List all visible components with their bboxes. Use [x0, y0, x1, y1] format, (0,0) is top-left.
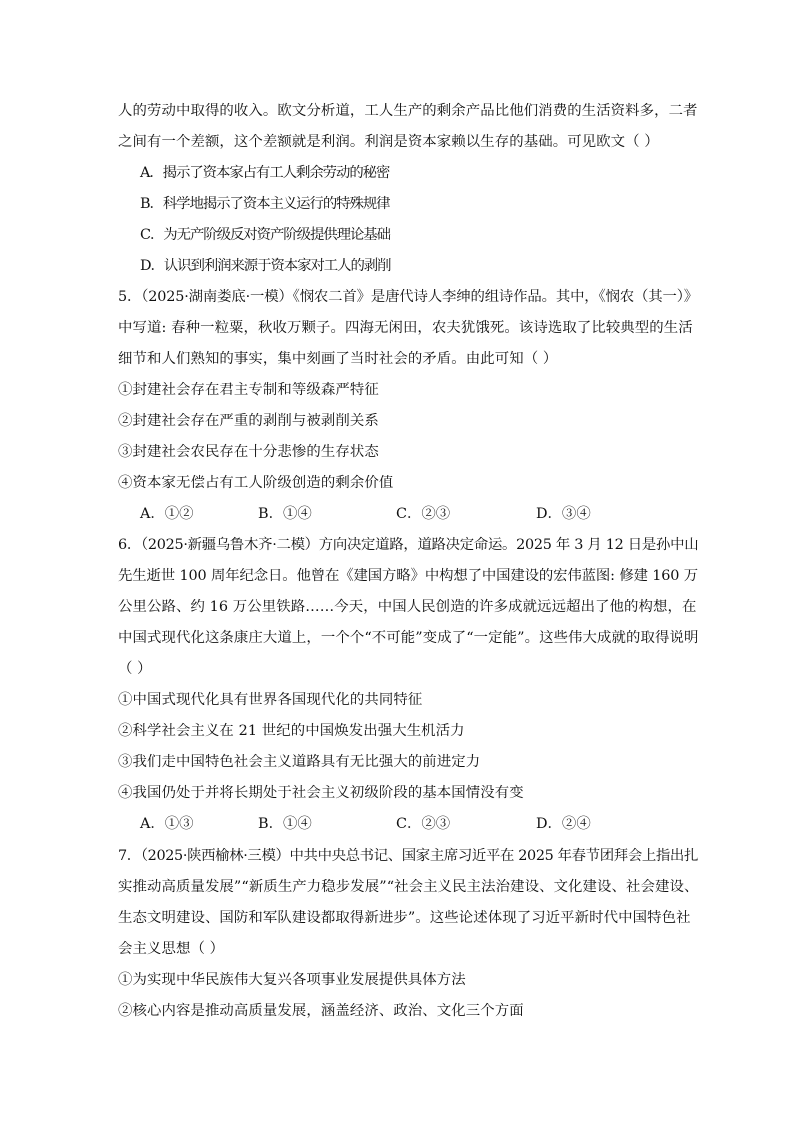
q5-choice-c: C．②③: [396, 506, 451, 522]
q7-stem-line-3: 生态文明建设、国防和军队建设都取得新进步”。这些论述体现了习近平新时代中国特色社: [118, 910, 691, 926]
q6-statement-2: ②科学社会主义在 21 世纪的中国焕发出强大生机活力: [118, 723, 465, 739]
q6-choice-b: B．①④: [258, 816, 312, 832]
q4-text-line-1: 人的劳动中取得的收入。欧文分析道，工人生产的剩余产品比他们消费的生活资料多，二者: [118, 103, 698, 119]
q4-option-b: B．科学地揭示了资本主义运行的特殊规律: [140, 196, 390, 212]
q5-stem-line-3: 细节和人们熟知的事实，集中刻画了当时社会的矛盾。由此可知（ ）: [118, 351, 558, 367]
q6-statement-3: ③我们走中国特色社会主义道路具有无比强大的前进定力: [118, 754, 481, 770]
q6-statement-4: ④我国仍处于并将长期处于社会主义初级阶段的基本国情没有变: [118, 785, 524, 801]
q6-stem-line-2: 先生逝世 100 周年纪念日。他曾在《建国方略》中构想了中国建设的宏伟蓝图: 修建 160 万: [118, 568, 699, 584]
q7-stem-line-4: 会主义思想（ ）: [118, 941, 225, 957]
q6-stem-line-5: （ ）: [118, 661, 152, 677]
q4-text-line-2: 之间有一个差额，这个差额就是利润。利润是资本家赖以生存的基础。可见欧文（ ）: [118, 134, 659, 150]
q4-option-d: D．认识到利润来源于资本家对工人的剥削: [140, 258, 391, 274]
q7-statement-1: ①为实现中华民族伟大复兴各项事业发展提供具体方法: [118, 972, 466, 988]
q5-choice-b: B．①④: [258, 506, 312, 522]
q6-choice-c: C．②③: [396, 816, 451, 832]
q5-choice-a: A．①②: [140, 506, 194, 522]
q6-stem-line-1: 6．（2025·新疆乌鲁木齐·二模）方向决定道路，道路决定命运。2025 年 3 月 12 日是孙中山: [118, 537, 699, 553]
q5-statement-4: ④资本家无偿占有工人阶级创造的剩余价值: [118, 475, 394, 491]
q7-statement-2: ②核心内容是推动高质量发展，涵盖经济、政治、文化三个方面: [118, 1003, 524, 1019]
q4-option-c: C．为无产阶级反对资产阶级提供理论基础: [140, 227, 390, 243]
q5-stem-line-2: 中写道: 春种一粒粟，秋收万颗子。四海无闲田，农夫犹饿死。该诗选取了比较典型的生活: [118, 320, 693, 336]
q6-stem-line-3: 公里公路、约 16 万公里铁路……今天，中国人民创造的许多成就远远超出了他的构想，在: [118, 599, 697, 615]
q6-statement-1: ①中国式现代化具有世界各国现代化的共同特征: [118, 692, 423, 708]
q5-stem-line-1: 5．（2025·湖南娄底·一模）《悯农二首》是唐代诗人李绅的组诗作品。其中，《悯农（其一）》: [118, 289, 698, 305]
q5-choice-d: D．③④: [536, 506, 591, 522]
q5-statement-2: ②封建社会存在严重的剥削与被剥削关系: [118, 413, 379, 429]
q7-stem-line-2: 实推动高质量发展”“新质生产力稳步发展”“社会主义民主法治建设、文化建设、社会建设、: [118, 879, 699, 895]
q5-statement-3: ③封建社会农民存在十分悲惨的生存状态: [118, 444, 379, 460]
q6-stem-line-4: 中国式现代化这条康庄大道上，一个个“不可能”变成了“一定能”。这些伟大成就的取得说明: [118, 630, 699, 646]
q4-option-a: A．揭示了资本家占有工人剩余劳动的秘密: [140, 165, 390, 181]
q7-stem-line-1: 7．（2025·陕西榆林·三模）中共中央总书记、国家主席习近平在 2025 年春节团拜会上指出扎: [118, 848, 698, 864]
q6-choice-d: D．②④: [536, 816, 591, 832]
q5-statement-1: ①封建社会存在君主专制和等级森严特征: [118, 382, 379, 398]
q6-choice-a: A．①③: [140, 816, 194, 832]
